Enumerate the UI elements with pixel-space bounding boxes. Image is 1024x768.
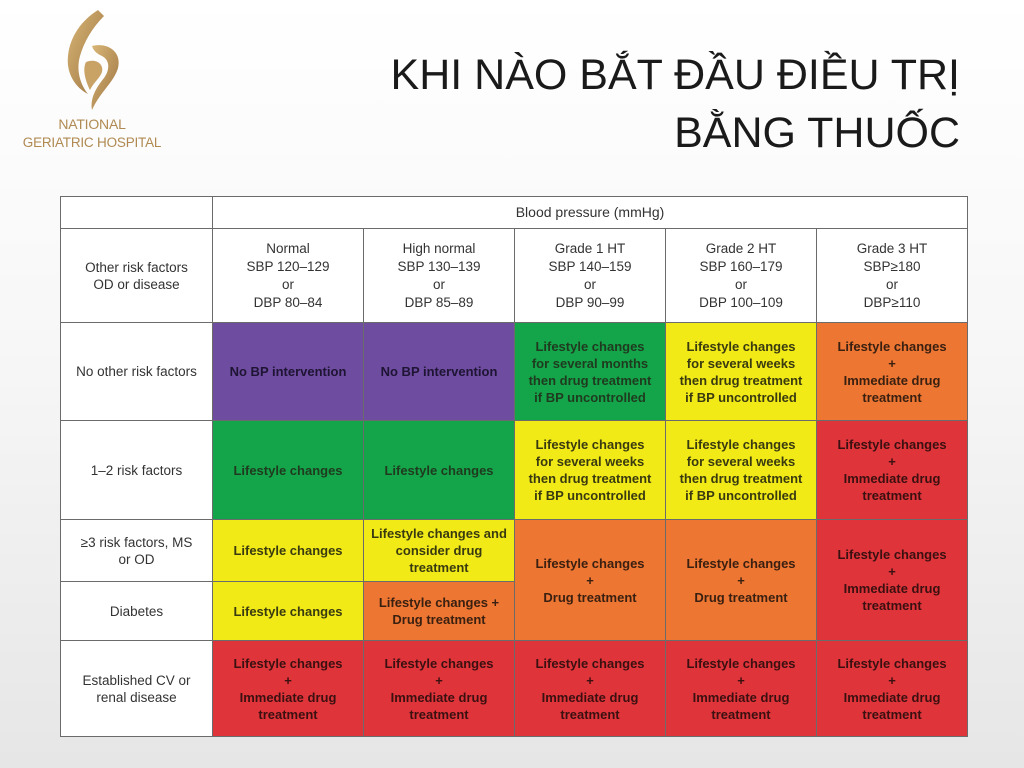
table-cell: Lifestyle changes + Drug treatment: [364, 582, 515, 641]
table-cell: Lifestyle changes + Immediate drug treatment: [213, 641, 364, 737]
table-row: [61, 641, 968, 737]
table-cell: Lifestyle changes: [364, 421, 515, 520]
row-label-no-risk: No other risk factors: [61, 323, 213, 421]
table-cell: No BP intervention: [364, 323, 515, 421]
row-label-3-plus-risk: ≥3 risk factors, MS or OD: [61, 520, 213, 582]
table-cell: Lifestyle changes + Immediate drug treatment: [364, 641, 515, 737]
table-cell: Lifestyle changes: [213, 421, 364, 520]
table-row: [61, 421, 968, 520]
row-label-established-cv: Established CV or renal disease: [61, 641, 213, 737]
table-row: [61, 323, 968, 421]
row-label-diabetes: Diabetes: [61, 582, 213, 641]
table-cell: Lifestyle changes + Immediate drug treatment: [817, 421, 968, 520]
table-cell: Lifestyle changes for several weeks then drug treatment if BP uncontrolled: [666, 323, 817, 421]
table-row: [61, 520, 968, 582]
table-cell: Lifestyle changes + Immediate drug treatment: [817, 520, 968, 641]
column-header-high-normal: High normal SBP 130–139 or DBP 85–89: [364, 229, 515, 323]
table-corner-header: Other risk factors OD or disease: [61, 229, 213, 323]
row-label-1-2-risk: 1–2 risk factors: [61, 421, 213, 520]
column-header-normal: Normal SBP 120–129 or DBP 80–84: [213, 229, 364, 323]
table-empty-corner: [61, 197, 213, 229]
table-cell: Lifestyle changes for several weeks then drug treatment if BP uncontrolled: [515, 421, 666, 520]
table-cell: Lifestyle changes + Immediate drug treatment: [817, 323, 968, 421]
table-header-blood-pressure: Blood pressure (mmHg): [213, 197, 968, 229]
slide-title: [391, 46, 960, 162]
table-cell: No BP intervention: [213, 323, 364, 421]
table-cell: Lifestyle changes for several weeks then drug treatment if BP uncontrolled: [666, 421, 817, 520]
table-cell: Lifestyle changes + Drug treatment: [666, 520, 817, 641]
logo-emblem-icon: [52, 6, 132, 114]
column-header-grade-2: Grade 2 HT SBP 160–179 or DBP 100–109: [666, 229, 817, 323]
table-cell: Lifestyle changes: [213, 582, 364, 641]
table-cell: Lifestyle changes + Immediate drug treatment: [515, 641, 666, 737]
slide-title-line-1: KHI NÀO BẮT ĐẦU ĐIỀU TRỊ: [390, 51, 960, 99]
slide-title-line-2: BẰNG THUỐC: [674, 109, 960, 157]
logo-text-national: NATIONAL: [58, 116, 126, 132]
bp-treatment-table: [60, 196, 968, 737]
table-cell: Lifestyle changes for several months then drug treatment if BP uncontrolled: [515, 323, 666, 421]
table-cell: Lifestyle changes and consider drug treatment: [364, 520, 515, 582]
table-cell: Lifestyle changes: [213, 520, 364, 582]
column-header-grade-3: Grade 3 HT SBP≥180 or DBP≥110: [817, 229, 968, 323]
table-cell: Lifestyle changes + Immediate drug treatment: [817, 641, 968, 737]
table-cell: Lifestyle changes + Immediate drug treatment: [666, 641, 817, 737]
table-cell: Lifestyle changes + Drug treatment: [515, 520, 666, 641]
column-header-grade-1: Grade 1 HT SBP 140–159 or DBP 90–99: [515, 229, 666, 323]
hospital-logo: [12, 4, 172, 154]
logo-text-geriatric-hospital: GERIATRIC HOSPITAL: [22, 135, 162, 150]
